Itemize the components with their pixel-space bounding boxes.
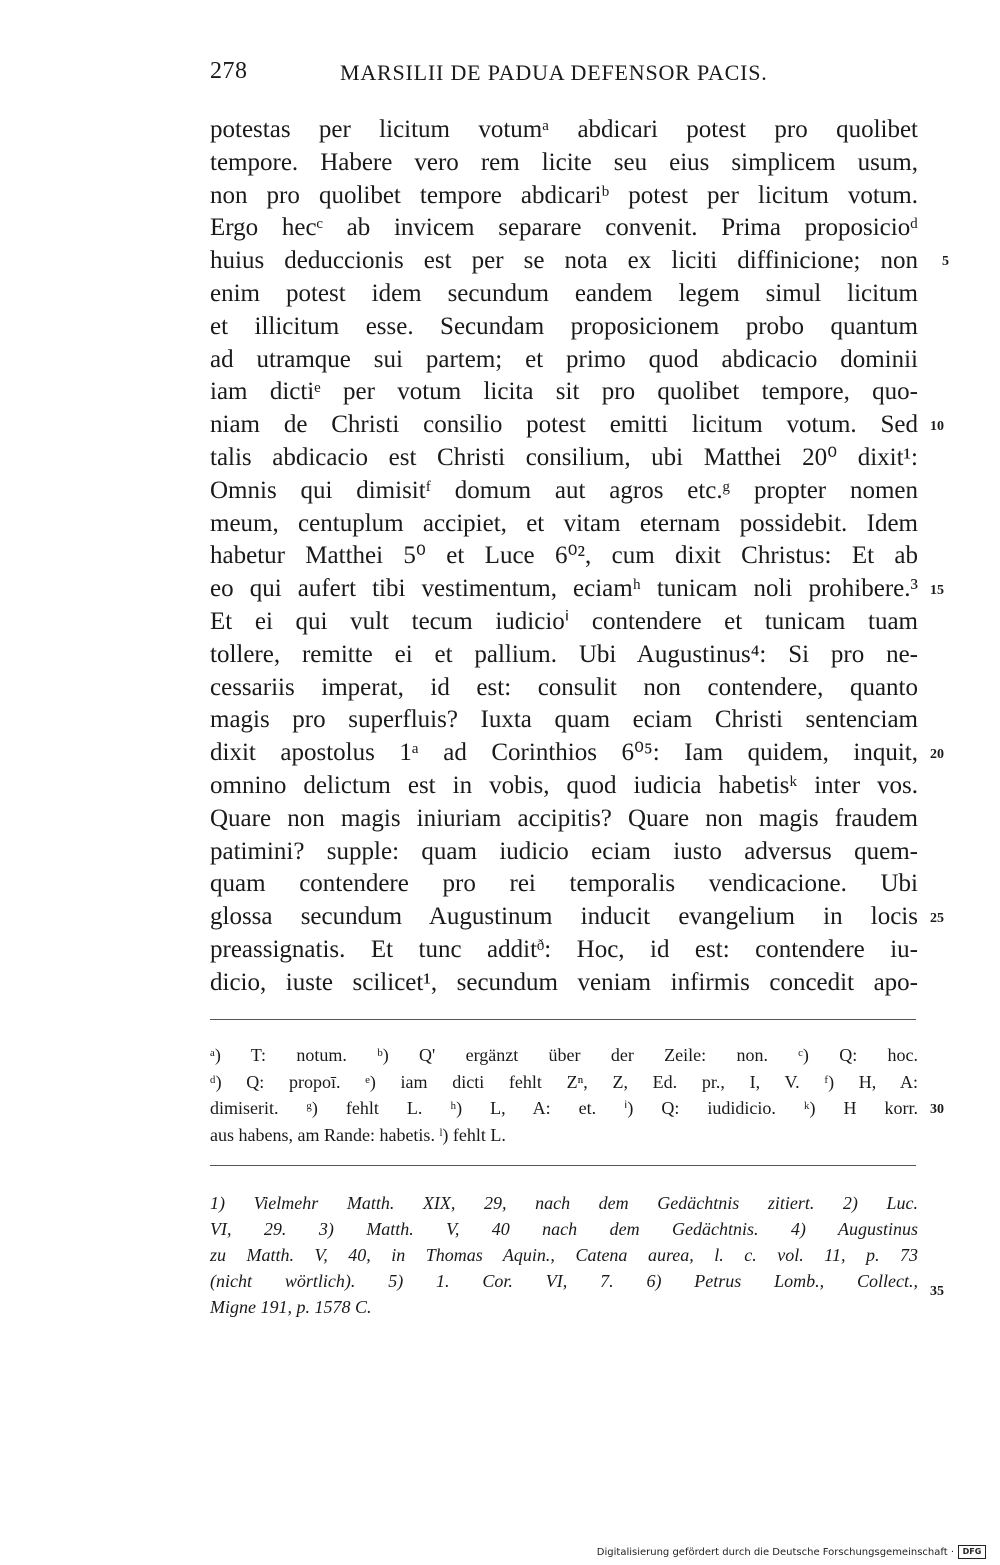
text-line: et illicitum esse. Secundam proposicionem probo quantum: [210, 312, 918, 340]
text-line: talis abdicacio est Christi consilium, ubi Matthei 20⁰ dixit¹:: [210, 443, 918, 471]
text-line: patimini? supple: quam iudicio eciam iusto adversus quem-: [210, 837, 918, 865]
apparatus-line: aus habens, am Rande: habetis. ˡ) fehlt L.: [210, 1124, 506, 1145]
text-line: omnino delictum est in vobis, quod iudicia habetisᵏ inter vos.: [210, 771, 918, 799]
separator-rule: [210, 1165, 916, 1166]
text-line: Et ei qui vult tecum iudicioⁱ contendere et tunicam tuam: [210, 607, 918, 635]
footnote-line: 1) Vielmehr Matth. XIX, 29, nach dem Gedächtnis zitiert. 2) Luc.: [210, 1193, 918, 1213]
main-text: [210, 114, 918, 1000]
text-line: meum, centuplum accipiet, et vitam eternam possidebit. Idem: [210, 509, 918, 537]
digitization-footer: [597, 1545, 986, 1559]
text-line: tempore. Habere vero rem licite seu eius simplicem usum,: [210, 148, 918, 176]
apparatus-line: ᵈ) Q: propoī. ᵉ) iam dicti fehlt Zⁿ, Z, Ed. pr., I, V. ᶠ) H, A:: [210, 1071, 918, 1092]
line-number: 20: [930, 747, 944, 762]
text-line: potestas per licitum votumᵃ abdicari potest pro quolibet: [210, 116, 918, 143]
text-line: magis pro superfluis? Iuxta quam eciam Christi sentenciam: [210, 706, 918, 734]
text-line: eo qui aufert tibi vestimentum, eciamʰ tunicam noli prohibere.³: [210, 575, 918, 603]
text-line: quam contendere pro rei temporalis vendicacione. Ubi: [210, 870, 918, 898]
text-line: Ergo hecᶜ ab invicem separare convenit. Prima proposicioᵈ: [210, 214, 918, 242]
text-line: dicio, iuste scilicet¹, secundum veniam infirmis concedit apo-: [210, 968, 918, 996]
line-number: 10: [930, 419, 944, 434]
footnotes: [210, 1190, 918, 1320]
text-line: Quare non magis iniuriam accipitis? Quare non magis fraudem: [210, 804, 918, 832]
text-line: preassignatis. Et tunc additᶞ: Hoc, id est: contendere iu-: [210, 935, 918, 963]
line-number: 35: [930, 1284, 944, 1299]
text-line: niam de Christi consilio potest emitti licitum votum. Sed: [210, 411, 918, 439]
text-line: non pro quolibet tempore abdicariᵇ potest per licitum votum.: [210, 181, 918, 209]
footnote-line: (nicht wörtlich). 5) 1. Cor. VI, 7. 6) Petrus Lomb., Collect.,: [210, 1271, 918, 1291]
text-line: habetur Matthei 5⁰ et Luce 6⁰², cum dixit Christus: Et ab: [210, 542, 918, 570]
dfg-logo-icon: DFG: [958, 1545, 986, 1559]
line-number: 15: [930, 583, 944, 598]
separator-rule: [210, 1019, 916, 1020]
line-number: 25: [930, 911, 944, 926]
footnote-line: zu Matth. V, 40, in Thomas Aquin., Catena aurea, l. c. vol. 11, p. 73: [210, 1245, 918, 1265]
text-line: Omnis qui dimisitᶠ domum aut agros etc.ᵍ propter nomen: [210, 476, 918, 504]
line-number: 30: [930, 1102, 944, 1117]
apparatus-line: ᵃ) T: notum. ᵇ) Q' ergänzt über der Zeile: non. ᶜ) Q: hoc.: [210, 1045, 918, 1065]
footnote-line: Migne 191, p. 1578 C.: [210, 1297, 372, 1317]
text-line: dixit apostolus 1ᵃ ad Corinthios 6⁰⁵: Iam quidem, inquit,: [210, 739, 918, 767]
text-line: glossa secundum Augustinum inducit evangelium in locis: [210, 903, 918, 931]
critical-apparatus: [210, 1042, 918, 1148]
text-line: enim potest idem secundum eandem legem simul licitum: [210, 279, 918, 307]
page-header: [210, 58, 920, 94]
text-line: iam dictiᵉ per votum licita sit pro quolibet tempore, quo-: [210, 378, 918, 406]
page-number: 278: [210, 58, 248, 84]
apparatus-line: dimiserit. ᵍ) fehlt L. ʰ) L, A: et. ⁱ) Q: iudidicio. ᵏ) H korr.: [210, 1098, 918, 1118]
footnote-line: VI, 29. 3) Matth. V, 40 nach dem Gedächtnis. 4) Augustinus: [210, 1219, 918, 1239]
footer-text: Digitalisierung gefördert durch die Deutsche Forschungsgemeinschaft ·: [596, 1546, 954, 1558]
running-title: MARSILII DE PADUA DEFENSOR PACIS.: [340, 60, 768, 85]
text-line: huius deduccionis est per se nota ex liciti diffinicione; non: [210, 247, 918, 275]
text-line: cessariis imperat, id est: consulit non contendere, quanto: [210, 673, 918, 701]
text-line: tollere, remitte ei et pallium. Ubi Augustinus⁴: Si pro ne-: [210, 640, 918, 668]
line-number: 5: [942, 254, 949, 269]
text-line: ad utramque sui partem; et primo quod abdicacio dominii: [210, 345, 918, 373]
